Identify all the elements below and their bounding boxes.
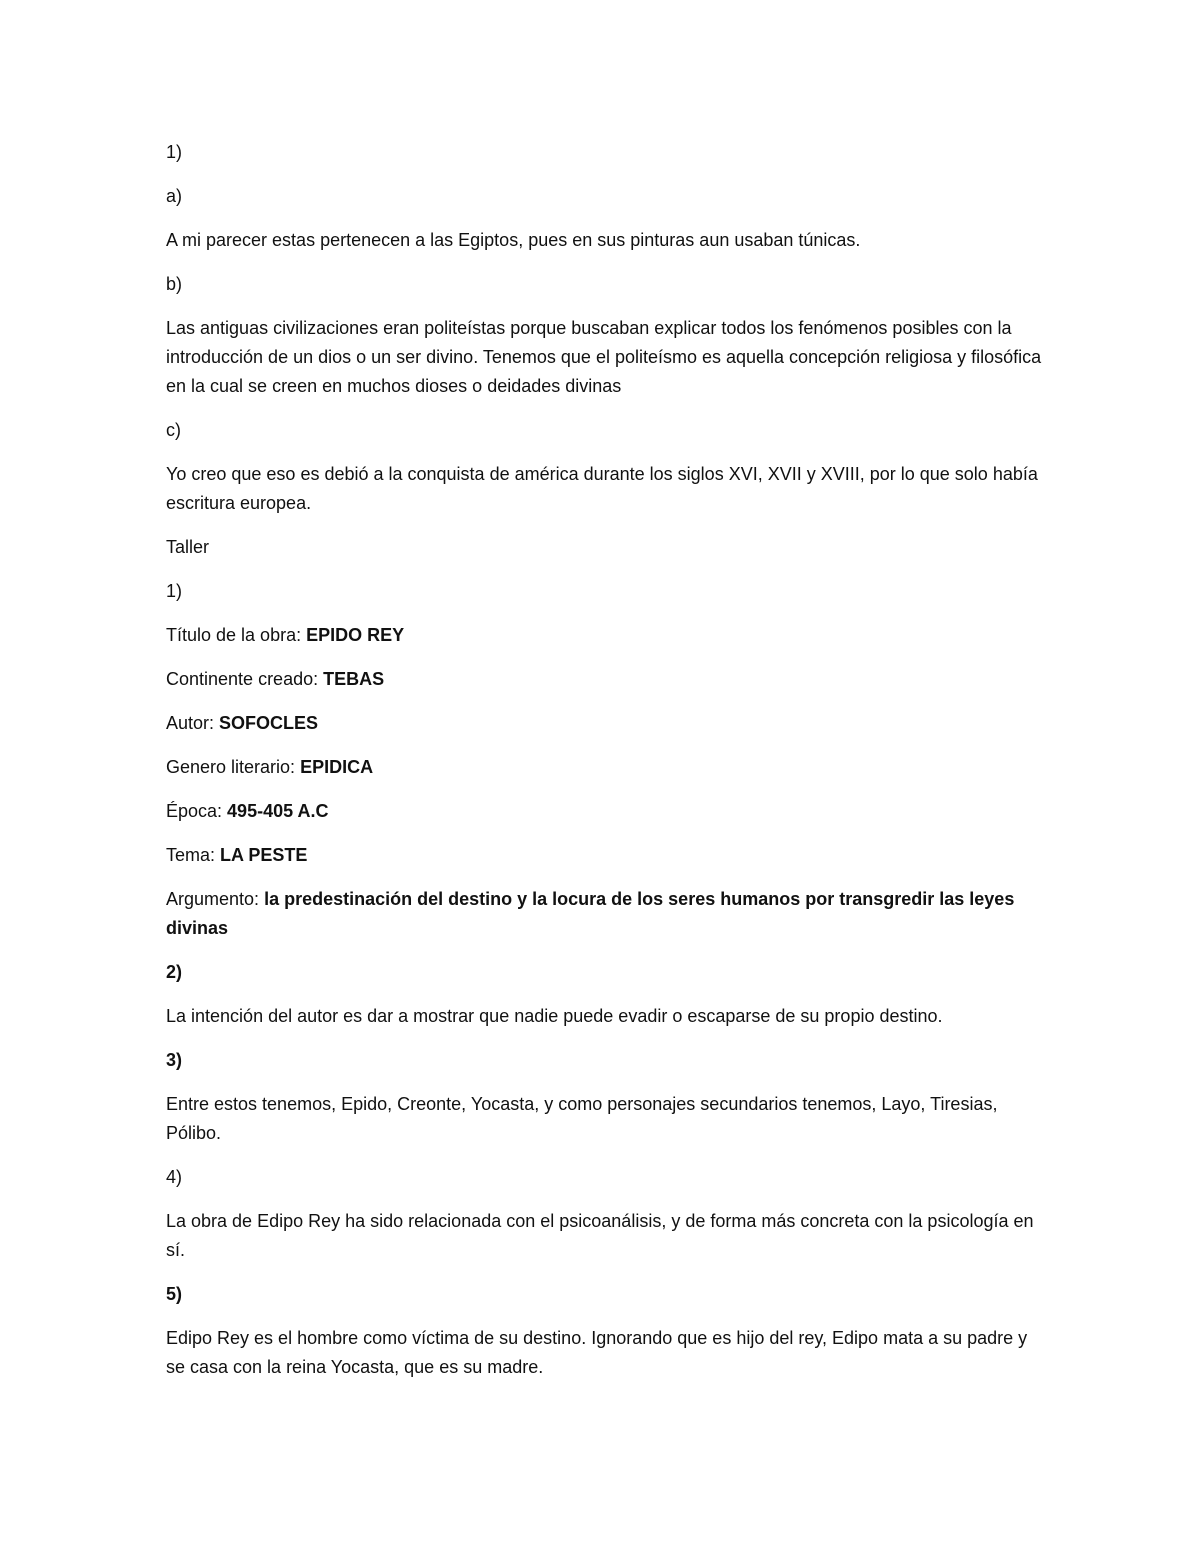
field-genre-label: Genero literario: <box>166 757 301 777</box>
answer-a: A mi parecer estas pertenecen a las Egiptos, pues en sus pinturas aun usaban túnicas. <box>166 230 861 250</box>
answer-5: Edipo Rey es el hombre como víctima de su destino. Ignorando que es hijo del rey, Edipo mata a su padre y se casa con la reina Yocasta, que es su madre. <box>166 1328 1028 1377</box>
field-title-value: EPIDO REY <box>306 625 405 645</box>
answer-3: Entre estos tenemos, Epido, Creonte, Yocasta, y como personajes secundarios tenemos, Layo, Tiresias, Pólibo. <box>166 1094 998 1143</box>
document-content <box>166 138 1046 1397</box>
field-era-value: 495-405 A.C <box>227 801 329 821</box>
question-number-4: 4) <box>166 1167 183 1187</box>
field-argument-label: Argumento: <box>166 889 265 909</box>
field-era <box>166 797 1046 826</box>
answer-2: La intención del autor es dar a mostrar que nadie puede evadir o escaparse de su propio destino. <box>166 1006 943 1026</box>
field-theme-label: Tema: <box>166 845 221 865</box>
field-title-label: Título de la obra: <box>166 625 307 645</box>
question-number-3: 3) <box>166 1050 183 1070</box>
question-number-5: 5) <box>166 1284 183 1304</box>
field-setting-label: Continente creado: <box>166 669 324 689</box>
field-author-value: SOFOCLES <box>219 713 319 733</box>
question-number-1: 1) <box>166 142 183 162</box>
answer-4: La obra de Edipo Rey ha sido relacionada con el psicoanálisis, y de forma más concreta con la psicología en sí. <box>166 1211 1034 1260</box>
field-author <box>166 709 1046 738</box>
section-title-taller: Taller <box>166 537 210 557</box>
field-theme <box>166 841 1046 870</box>
field-setting <box>166 665 1046 694</box>
subquestion-c: c) <box>166 420 181 440</box>
field-setting-value: TEBAS <box>323 669 385 689</box>
field-author-label: Autor: <box>166 713 220 733</box>
field-argument <box>166 885 1046 943</box>
field-era-label: Época: <box>166 801 228 821</box>
subquestion-a: a) <box>166 186 183 206</box>
field-argument-value: la predestinación del destino y la locura de los seres humanos por transgredir las leyes divinas <box>166 889 1015 938</box>
answer-b: Las antiguas civilizaciones eran politeístas porque buscaban explicar todos los fenómenos posibles con la introducción de un dios o un ser divino. Tenemos que el politeísmo es aquella concepción religiosa y filosófica en la cual se creen en muchos dioses o deidades divinas <box>166 318 1042 396</box>
field-genre-value: EPIDICA <box>300 757 374 777</box>
taller-question-number-1: 1) <box>166 581 183 601</box>
question-number-2: 2) <box>166 962 183 982</box>
subquestion-b: b) <box>166 274 183 294</box>
answer-c: Yo creo que eso es debió a la conquista de américa durante los siglos XVI, XVII y XVIII, por lo que solo había escritura europea. <box>166 464 1038 513</box>
field-title <box>166 621 1046 650</box>
field-genre <box>166 753 1046 782</box>
field-theme-value: LA PESTE <box>220 845 308 865</box>
